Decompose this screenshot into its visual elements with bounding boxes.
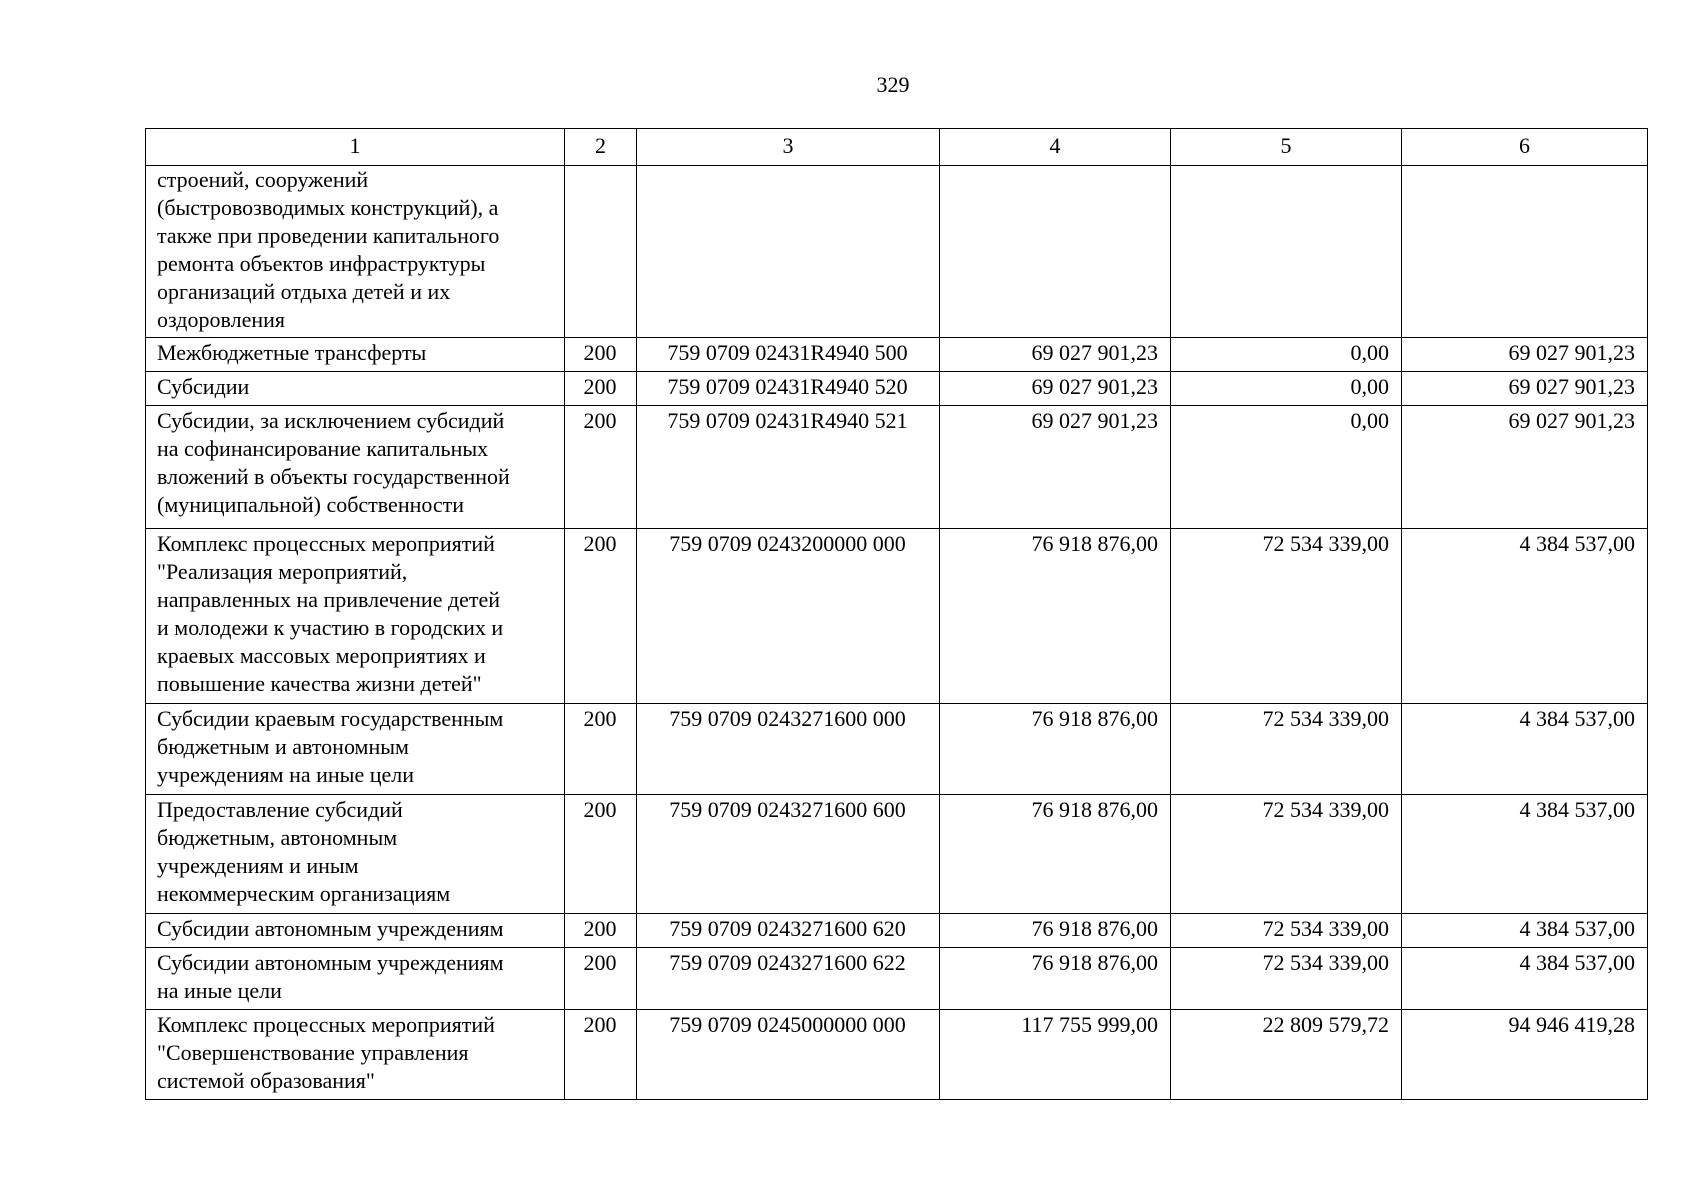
- row-amount-col5: 0,00: [1171, 338, 1402, 372]
- table-row: [146, 406, 1648, 529]
- row-kbk: 759 0709 02431R4940 521: [637, 406, 940, 529]
- row-code: 200: [565, 704, 637, 795]
- row-name: Субсидии краевым государственным бюджетным и автономным учреждениям на иные цели: [146, 704, 565, 795]
- row-amount-col6: 4 384 537,00: [1402, 704, 1648, 795]
- row-amount-col5: 0,00: [1171, 406, 1402, 529]
- table-row: [146, 338, 1648, 372]
- row-amount-col5: [1171, 166, 1402, 338]
- column-header-1: 1: [146, 129, 565, 166]
- table-row: [146, 795, 1648, 914]
- row-kbk: 759 0709 02431R4940 520: [637, 372, 940, 406]
- row-amount-col5: 72 534 339,00: [1171, 795, 1402, 914]
- row-kbk: 759 0709 0243271600 620: [637, 914, 940, 948]
- row-name: Субсидии: [146, 372, 565, 406]
- row-amount-col5: 22 809 579,72: [1171, 1010, 1402, 1100]
- row-name: Комплекс процессных мероприятий "Реализация мероприятий, направленных на привлечение детей и молодежи к участию в городских и краевых массовых мероприятиях и повышение качества жизни детей": [146, 529, 565, 704]
- row-name: Субсидии, за исключением субсидий на софинансирование капитальных вложений в объекты государственной (муниципальной) собственности: [146, 406, 565, 529]
- row-kbk: 759 0709 0243271600 622: [637, 948, 940, 1010]
- row-name: Комплекс процессных мероприятий "Совершенствование управления системой образования": [146, 1010, 565, 1100]
- row-amount-col4: 69 027 901,23: [940, 338, 1171, 372]
- row-name: строений, сооружений (быстровозводимых конструкций), а также при проведении капитального ремонта объектов инфраструктуры организаций отдыха детей и их оздоровления: [146, 166, 565, 338]
- column-header-6: 6: [1402, 129, 1648, 166]
- column-header-4: 4: [940, 129, 1171, 166]
- row-name: Межбюджетные трансферты: [146, 338, 565, 372]
- row-amount-col5: 72 534 339,00: [1171, 948, 1402, 1010]
- row-code: 200: [565, 914, 637, 948]
- row-amount-col5: 0,00: [1171, 372, 1402, 406]
- table-row: [146, 704, 1648, 795]
- row-amount-col5: 72 534 339,00: [1171, 704, 1402, 795]
- row-amount-col6: 94 946 419,28: [1402, 1010, 1648, 1100]
- row-amount-col6: 69 027 901,23: [1402, 372, 1648, 406]
- row-code: [565, 166, 637, 338]
- column-header-2: 2: [565, 129, 637, 166]
- column-header-3: 3: [637, 129, 940, 166]
- row-code: 200: [565, 529, 637, 704]
- row-amount-col4: 76 918 876,00: [940, 704, 1171, 795]
- table-row: [146, 529, 1648, 704]
- row-amount-col6: 4 384 537,00: [1402, 948, 1648, 1010]
- table-row: [146, 166, 1648, 338]
- row-amount-col4: 69 027 901,23: [940, 406, 1171, 529]
- row-amount-col4: 76 918 876,00: [940, 914, 1171, 948]
- row-code: 200: [565, 406, 637, 529]
- row-code: 200: [565, 795, 637, 914]
- row-amount-col4: [940, 166, 1171, 338]
- row-kbk: 759 0709 02431R4940 500: [637, 338, 940, 372]
- row-kbk: 759 0709 0245000000 000: [637, 1010, 940, 1100]
- table-row: [146, 914, 1648, 948]
- table-row: [146, 948, 1648, 1010]
- row-name: Субсидии автономным учреждениям на иные цели: [146, 948, 565, 1010]
- row-kbk: [637, 166, 940, 338]
- row-code: 200: [565, 948, 637, 1010]
- header-row: [146, 129, 1648, 166]
- row-amount-col4: 69 027 901,23: [940, 372, 1171, 406]
- table-row: [146, 372, 1648, 406]
- row-name: Предоставление субсидий бюджетным, автономным учреждениям и иным некоммерческим организациям: [146, 795, 565, 914]
- row-code: 200: [565, 372, 637, 406]
- row-amount-col4: 117 755 999,00: [940, 1010, 1171, 1100]
- row-amount-col5: 72 534 339,00: [1171, 529, 1402, 704]
- row-amount-col6: 69 027 901,23: [1402, 338, 1648, 372]
- row-code: 200: [565, 338, 637, 372]
- row-amount-col6: 4 384 537,00: [1402, 795, 1648, 914]
- row-amount-col4: 76 918 876,00: [940, 529, 1171, 704]
- row-kbk: 759 0709 0243271600 600: [637, 795, 940, 914]
- column-header-5: 5: [1171, 129, 1402, 166]
- row-amount-col5: 72 534 339,00: [1171, 914, 1402, 948]
- row-amount-col6: 4 384 537,00: [1402, 529, 1648, 704]
- row-name: Субсидии автономным учреждениям: [146, 914, 565, 948]
- row-amount-col4: 76 918 876,00: [940, 795, 1171, 914]
- row-amount-col6: [1402, 166, 1648, 338]
- row-amount-col6: 69 027 901,23: [1402, 406, 1648, 529]
- row-code: 200: [565, 1010, 637, 1100]
- row-amount-col6: 4 384 537,00: [1402, 914, 1648, 948]
- table-row: [146, 1010, 1648, 1100]
- row-kbk: 759 0709 0243271600 000: [637, 704, 940, 795]
- budget-table: [145, 128, 1648, 1100]
- page-number: 329: [876, 72, 910, 97]
- row-kbk: 759 0709 0243200000 000: [637, 529, 940, 704]
- row-amount-col4: 76 918 876,00: [940, 948, 1171, 1010]
